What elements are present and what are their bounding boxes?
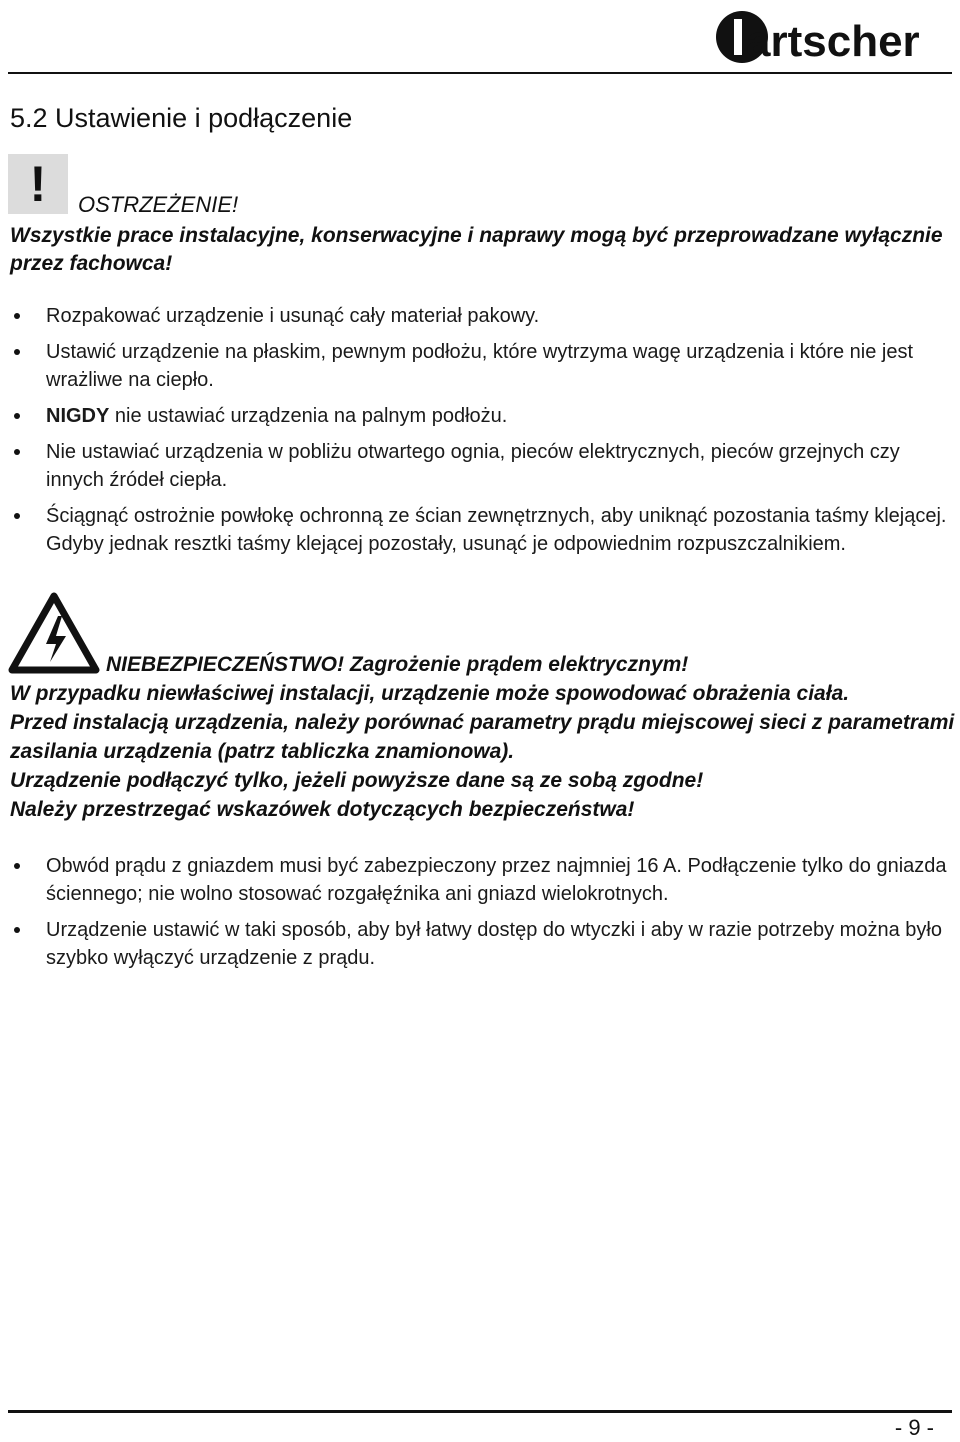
header-divider — [8, 72, 952, 74]
list-item: Nie ustawiać urządzenia w pobliżu otwartego ognia, pieców elektrycznych, pieców grzejnych czy innych źródeł ciepła. — [0, 438, 960, 494]
section-title: 5.2 Ustawienie i podłączenie — [10, 103, 353, 133]
electrical-instruction-list — [0, 852, 960, 980]
danger-line: Urządzenie podłączyć tylko, jeżeli powyższe dane są ze sobą zgodne! — [10, 769, 704, 792]
footer-divider — [8, 1410, 952, 1413]
warning-title: OSTRZEŻENIE! — [78, 192, 239, 217]
logo-wordmark: artscher — [746, 17, 920, 66]
instruction-list — [0, 302, 960, 566]
bartscher-logo — [712, 4, 928, 68]
list-item: Obwód prądu z gniazdem musi być zabezpieczony przez najmniej 16 A. Podłączenie tylko do gniazda ściennego; nie wolno stosować rozgałęźnika ani gniazd wielokrotnych. — [0, 852, 960, 908]
danger-line: Przed instalacją urządzenia, należy porównać parametry prądu miejscowej sieci z parametrami zasilania urządzenia (patrz tabliczka znamionowa). — [10, 711, 955, 763]
danger-notice — [10, 650, 955, 824]
warning-text: Wszystkie prace instalacyjne, konserwacyjne i naprawy mogą być przeprowadzane wyłącznie przez fachowca! — [10, 224, 943, 275]
emphasis: NIGDY — [46, 405, 110, 427]
list-item: Urządzenie ustawić w taki sposób, aby był łatwy dostęp do wtyczki i aby w razie potrzeby można było szybko wyłączyć urządzenie z prądu. — [0, 916, 960, 972]
danger-line: W przypadku niewłaściwej instalacji, urządzenie może spowodować obrażenia ciała. — [10, 682, 850, 705]
list-item: Rozpakować urządzenie i usunąć cały materiał pakowy. — [0, 302, 960, 330]
danger-title: NIEBEZPIECZEŃSTWO! Zagrożenie prądem elektrycznym! — [106, 653, 689, 676]
list-item: Ustawić urządzenie na płaskim, pewnym podłożu, które wytrzyma wagę urządzenia i które nie jest wrażliwe na ciepło. — [0, 338, 960, 394]
list-item: NIGDY nie ustawiać urządzenia na palnym podłożu. — [0, 402, 960, 430]
list-item: Ściągnąć ostrożnie powłokę ochronną ze ścian zewnętrznych, aby uniknąć pozostania taśmy klejącej. Gdyby jednak resztki taśmy klejącej pozostały, usunąć je odpowiednim rozpuszczalnikiem. — [0, 502, 960, 558]
exclamation-icon: ! — [8, 154, 68, 214]
danger-line: Należy przestrzegać wskazówek dotyczących bezpieczeństwa! — [10, 798, 635, 821]
page-number: - 9 - — [894, 1415, 934, 1440]
